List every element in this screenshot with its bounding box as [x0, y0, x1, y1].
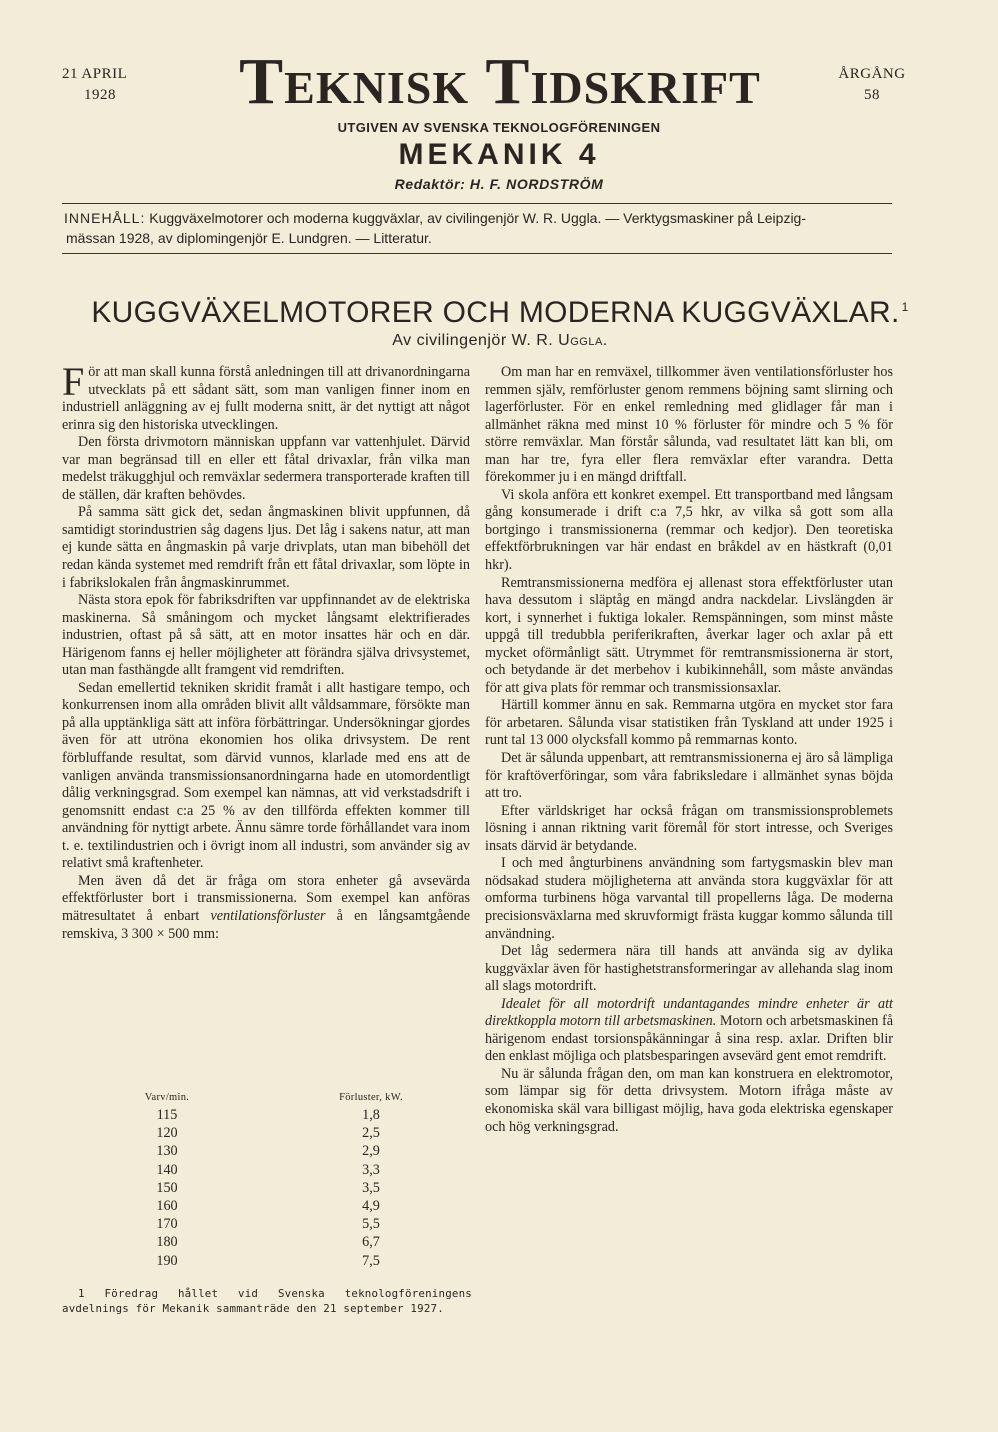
- paragraph: Vi skola anföra ett konkret exempel. Ett transportband med långsam gång konsumerade i drift c:a 7,5 hkr, av vilka så gott som alla bortgingo i transmissionerna (remmar och kedjor). Den teoretiska effektförbrukningen var här endast en bråkdel av en hästkraft (0,01 hkr).: [485, 486, 893, 574]
- loss-cell: 2,9: [362, 1143, 380, 1160]
- byline-prefix: Av civilingenjör W. R.: [392, 332, 554, 349]
- loss-cell: 1,8: [362, 1107, 380, 1123]
- loss-cell: 4,9: [362, 1198, 380, 1215]
- table-row: [62, 1142, 470, 1160]
- loss-cell: 5,5: [362, 1216, 380, 1233]
- footnote-ref: 1: [901, 300, 909, 314]
- rpm-cell: 150: [156, 1179, 178, 1196]
- contents-line-2: mässan 1928, av diplomingenjör E. Lundgren. — Litteratur.: [66, 230, 432, 246]
- table-row: [62, 1233, 470, 1251]
- table-row: [62, 1215, 470, 1233]
- loss-header: Förluster, kW.: [339, 1091, 403, 1103]
- paragraph: På samma sätt gick det, sedan ångmaskinen blivit uppfunnen, då samtidigt storindustrien såg dagens ljus. Det låg i sakens natur, att man ej kunde sätta en ångmaskin på varje drivplats, utan man bibehöll det redan kända systemet med remdrift från ett fåtal drivaxlar, som löpte in i fabrikslokalen från ångmaskinrummet.: [62, 504, 470, 591]
- article-title: [60, 288, 940, 332]
- paragraph: Nu är sålunda frågan den, om man kan konstruera en elektromotor, som lämpar sig för detta drivsystem. Motorn ifråga måste av ekonomiska skäl vara billigast möjlig, hava goda elektriska egenskaper och hög verkningsgrad.: [485, 1065, 893, 1135]
- table-row: [62, 1124, 470, 1142]
- rpm-cell: 115: [156, 1107, 178, 1123]
- volume-info: [812, 64, 932, 106]
- loss-cell: 6,7: [362, 1234, 380, 1251]
- loss-cell: 3,3: [362, 1161, 380, 1178]
- drop-cap: F: [62, 359, 85, 404]
- section-title: MEKANIK 4: [398, 138, 600, 171]
- footnote-text: Föredrag hållet vid Svenska teknologföreningens avdelnings för Mekanik sammanträde den 21 september 1927.: [62, 1287, 472, 1315]
- table-row: [62, 1252, 470, 1270]
- table-row: [62, 1106, 470, 1124]
- contents-label: INNEHÅLL:: [64, 210, 146, 226]
- editor-line: Redaktör: H. F. NORDSTRÖM: [394, 176, 604, 192]
- paragraph: Nästa stora epok för fabriksdriften var uppfinnandet av de elektriska maskinerna. Så småningom och mycket långsamt elektrifierades industrien, oftast på så sätt, att en motor insattes här och en där. Härigenom fanns ej heller möjligheter att förändra själva drivsystemet, utan man fasthängde allt framgent vid remdriften.: [62, 592, 470, 679]
- rpm-cell: 120: [156, 1125, 178, 1142]
- table-of-contents: [64, 208, 892, 248]
- loss-table-body: [62, 1106, 470, 1270]
- emphasis: Idealet för all motordrift undantagandes mindre enheter är att direktkoppla motorn till arbetsmaskinen.: [485, 995, 893, 1030]
- rpm-header: Varv/min.: [144, 1091, 190, 1103]
- paragraph: Men även då det är fråga om stora enheter gå avsevärda effektförluster bort i transmissionerna. Som exempel kan anföras mätresultatet å enbart ventilationsförluster å en långsamtgående remskiva, 3 300 × 500 mm:: [62, 872, 471, 942]
- article-byline: [300, 330, 700, 352]
- loss-table: [62, 1090, 470, 1270]
- paragraph: I och med ångturbinens användning som fartygsmaskin blev man nödsakad studera möjligheterna att använda stora kuggväxlar för att omforma turbinens höga varvantal till propellerns låga. De moderna precisionsväxlarna med skruvformigt frästa kuggar kommo sålunda till användning.: [485, 855, 893, 942]
- masthead-divider: [62, 203, 892, 204]
- paragraph: Sedan emellertid tekniken skridit framåt i allt hastigare tempo, och konkurrensen inom alla områden blivit allt våldsammare, försökte man på alla upptänkliga sätt att införa förbättringar. Undersökningar gjordes även för att utröna ekonomien hos olika drivsystem. De rent förbluffande resultat, som därvid vunnos, klarlade med ens att de vanligen använda transmissionsanordningarna hade en utomordentligt dålig verkningsgrad. Som exempel kan nämnas, att vid verkstadsdrift i genomsnitt endast c:a 25 % av den tillförda effekten kommer till användning för nyttigt arbete. Ännu sämre torde förhållandet vara inom t. e. textilindustrien och i övrigt inom all industri, som använder sig av relativt små kraftenheter.: [62, 679, 470, 872]
- rpm-cell: 140: [156, 1161, 178, 1178]
- table-row: [62, 1161, 470, 1179]
- paragraph: Om man har en remväxel, tillkommer även ventilationsförluster hos remmen själv, remförluster genom remmens böjning samt slirning och lagerförluster. För en enkel remledning med glidlager får man i allmänhet räkna med minst 10 % förluster för mindre och 5 % för större remväxlar. Man förstår sålunda, vad resultatet lätt kan bli, om man har tre, fyra eller flera remväxlar efter varandra. Detta förekommer ju i en mängd driftfall.: [485, 364, 893, 486]
- paragraph: Det låg sedermera nära till hands att använda sig av dylika kuggväxlar även för hastighetstransformeringar av allehanda slag inom all slags motordrift.: [485, 943, 893, 995]
- issue-date: [62, 64, 162, 106]
- article-title-text: KUGGVÄXELMOTORER OCH MODERNA KUGGVÄXLAR.: [91, 296, 900, 329]
- issue-year: 1928: [84, 87, 116, 103]
- right-column: [485, 364, 893, 1136]
- table-row: [62, 1197, 470, 1215]
- rpm-cell: 130: [156, 1143, 178, 1160]
- paragraph: Härtill kommer ännu en sak. Remmarna utgöra en mycket stor fara för arbetaren. Sålunda visar statistiken från Tyskland att under 1925 i runt tal 13 000 olycksfall kommo på remmarnas konto.: [485, 697, 893, 749]
- contents-line-1: Kuggväxelmotorer och moderna kuggväxlar, av civilingenjör W. R. Uggla. — Verktygsmaskiner på Leipzig-: [149, 210, 806, 226]
- paragraph: Idealet för all motordrift undantagandes mindre enheter är att direktkoppla motorn till arbetsmaskinen. Motorn och arbetsmaskinen få härigenom endast torsionspåkänningar å sina resp. axlar. Driften blir den enklast möjliga och platsbesparingen avsevärd gent emot remdrift.: [485, 995, 893, 1065]
- loss-cell: 7,5: [362, 1252, 380, 1269]
- contents-divider: [62, 253, 892, 254]
- rpm-cell: 190: [156, 1252, 178, 1269]
- issue-day-month: 21 APRIL: [62, 66, 128, 82]
- rpm-cell: 160: [156, 1198, 178, 1215]
- table-row: [62, 1179, 470, 1197]
- footnote-number: 1: [78, 1287, 85, 1300]
- volume-number: 58: [864, 87, 880, 103]
- paragraph: Den första drivmotorn människan uppfann var vattenhjulet. Därvid var man begränsad till en eller ett fåtal drivaxlar, från vilka man medelst träkugghjul och remväxlar sedermera transporterade kraften till de ställen, där kraften behövdes.: [62, 434, 470, 503]
- paragraph: Remtransmissionerna medföra ej allenast stora effektförluster utan hava dessutom i släptåg en mängd andra nackdelar. Livslängden är kort, i synnerhet i fuktiga lokaler. Remspänningen, som minst måste uppgå till tredubbla periferikraften, åverkar lager och axlar på ett mycket oförmånligt sätt. Utrymmet för remtransmissionerna är stort, och betydande är det merbehov i kubikinnehåll, som måste användas för att giva plats för remmar och transmissionsaxlar.: [485, 574, 893, 696]
- emphasis: ventilationsförluster: [210, 907, 326, 924]
- rpm-cell: 170: [156, 1216, 178, 1233]
- paragraph: Det är sålunda uppenbart, att remtransmissionerna ej äro så lämpliga för kraftöverföringar, som våra fabriksledare i allmänhet synas böjda att tro.: [485, 750, 893, 802]
- publisher-line: UTGIVEN AV SVENSKA TEKNOLOGFÖRENINGEN: [337, 120, 661, 135]
- left-column: [62, 359, 471, 943]
- volume-label: ÅRGÅNG: [838, 66, 906, 82]
- rpm-cell: 180: [156, 1234, 178, 1251]
- loss-cell: 2,5: [362, 1125, 380, 1142]
- paragraph: För att man skall kunna förstå anledningen till att drivanordningarna utvecklats på ett sådant sätt, som man vanligen finner inom en industriell anläggning av ej fullt moderna snitt, är det nyttigt att något erinra sig den historiska utvecklingen.: [62, 359, 470, 433]
- paragraph: Efter världskriget har också frågan om transmissionsproblemets lösning i annan riktning varit föremål för stort intresse, och Sveriges insats därvid är betydande.: [485, 802, 893, 854]
- journal-title: Teknisk Tidskrift: [239, 45, 761, 118]
- loss-cell: 3,5: [362, 1179, 380, 1196]
- byline-author: Uggla.: [558, 332, 608, 349]
- footnote: [62, 1286, 472, 1316]
